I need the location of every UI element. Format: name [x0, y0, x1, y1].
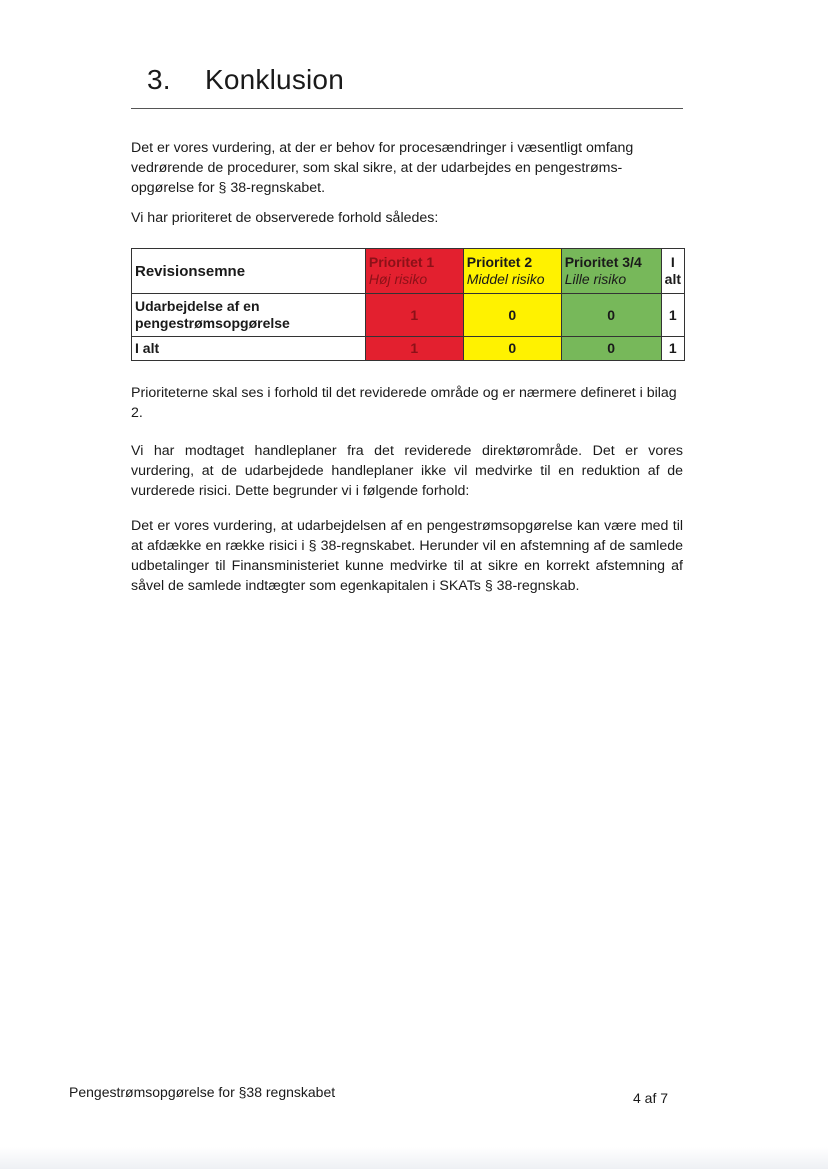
priority-3-title: Prioritet 3/4 [564, 254, 642, 270]
priority-table [131, 248, 685, 361]
priority-note-paragraph: Prioriteterne skal ses i forhold til det reviderede område og er nærmere defineret i bilag 2. [131, 385, 677, 421]
row-priority-3-count: 0 [561, 294, 661, 337]
total-priority-3-count: 0 [561, 337, 661, 361]
header-total [661, 249, 684, 294]
section-title: Konklusion [205, 64, 344, 95]
header-priority-2 [463, 249, 561, 294]
table-row [132, 294, 685, 337]
intro-line-3: opgørelse for § 38-regnskabet. [131, 180, 326, 196]
priority-3-subtitle: Lille risiko [564, 271, 627, 287]
assessment-paragraph: Det er vores vurdering, at udarbejdelsen af en pengestrømsopgørelse kan være med til at afdække en række risici i § 38-regnskabet. Herunder vil en afstemning af de samlede udbetalinger til Finansministeriet kunne medvirke til at sikre en korrekt afstemning af såvel de samlede indtægter som egenkapitalen i SKATs § 38-regnskab. [131, 518, 683, 594]
page-number: 4 af 7 [633, 1090, 669, 1106]
table-header-row [132, 249, 685, 294]
page-edge [0, 1147, 828, 1169]
total-priority-2-count: 0 [463, 337, 561, 361]
heading-divider [131, 108, 683, 109]
intro-line-1: Det er vores vurdering, at der er behov for procesændringer i væsentligt omfang [131, 140, 634, 156]
priority-2-title: Prioritet 2 [466, 254, 533, 270]
row-topic [132, 294, 366, 337]
header-topic: Revisionsemne [132, 249, 366, 294]
row-priority-2-count: 0 [463, 294, 561, 337]
header-total-top: I [670, 254, 675, 270]
section-number: 3. [147, 64, 171, 95]
priority-1-subtitle: Høj risiko [368, 271, 428, 287]
total-priority-1-count: 1 [365, 337, 463, 361]
priority-intro-paragraph: Vi har prioriteret de observerede forhold således: [131, 210, 439, 226]
row-topic-line-2: pengestrømsopgørelse [135, 315, 290, 331]
header-total-bottom: alt [664, 271, 681, 287]
header-priority-1 [365, 249, 463, 294]
header-priority-3 [561, 249, 661, 294]
table-total-row [132, 337, 685, 361]
intro-paragraph [131, 138, 683, 198]
row-total: 1 [661, 294, 684, 337]
grand-total: 1 [661, 337, 684, 361]
priority-2-subtitle: Middel risiko [466, 271, 545, 287]
intro-line-2: vedrørende de procedurer, som skal sikre, at der udarbejdes en pengestrøms- [131, 160, 623, 176]
row-priority-1-count: 1 [365, 294, 463, 337]
priority-1-title: Prioritet 1 [368, 254, 435, 270]
row-topic-line-1: Udarbejdelse af en [135, 298, 260, 314]
action-plans-paragraph: Vi har modtaget handleplaner fra det reviderede direktørområde. Det er vores vurdering, at de udarbejdede handleplaner ikke vil medvirke til en reduktion af de vurderede risici. Dette begrunder vi i følgende forhold: [131, 443, 683, 499]
total-row-topic: I alt [132, 337, 366, 361]
footer-title: Pengestrømsopgørelse for §38 regnskabet [69, 1084, 336, 1100]
section-heading [147, 64, 344, 96]
